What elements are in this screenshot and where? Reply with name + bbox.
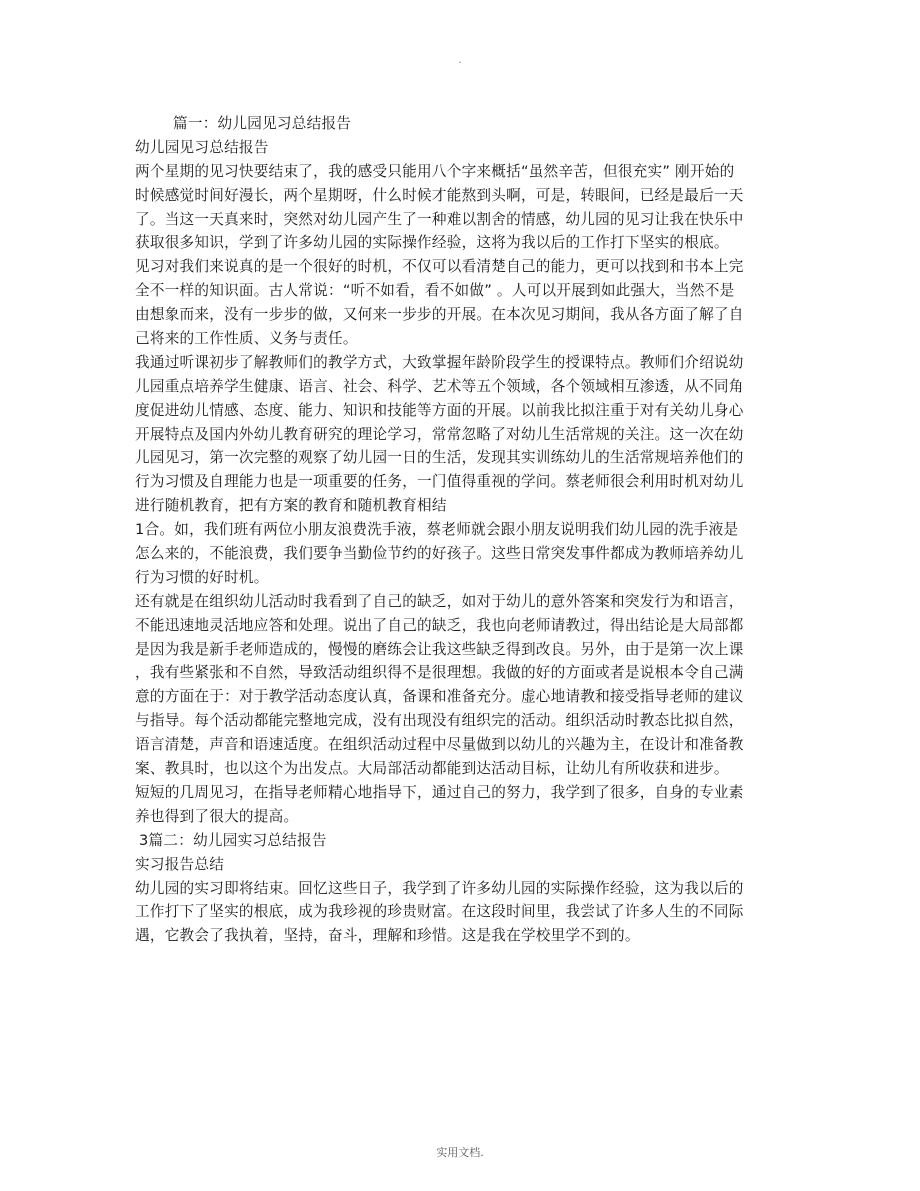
- text-line: 获取很多知识，学到了许多幼儿园的实际操作经验，这将为我以后的工作打下坚实的根底。: [135, 234, 729, 252]
- text-line: 工作打下了坚实的根底，成为我珍视的珍贵财富。在这段时间里，我尝试了许多人生的不同际: [135, 903, 744, 921]
- document-body: [135, 112, 785, 948]
- text-line: 由想象而来，没有一步步的做，又何来一步步的开展。在本次见习期间，我从各方面了解了自: [135, 306, 744, 324]
- footer-text: 实用文档.: [436, 1146, 484, 1159]
- text-line: 进行随机教育，把有方案的教育和随机教育相结: [135, 497, 447, 515]
- text-line: 遇，它教会了我执着，坚持，奋斗，理解和珍惜。这是我在学校里学不到的。: [135, 927, 640, 945]
- text-line: 语言清楚，声音和语速适度。在组织活动过程中尽量做到以幼儿的兴趣为主，在设计和准备教: [135, 736, 744, 754]
- section-title: 3篇二：幼儿园实习总结报告: [139, 831, 327, 849]
- header-mark: .: [458, 55, 462, 66]
- text-line: 案、教具时，也以这个为出发点。大局部活动都能到达活动目标，让幼儿有所收获和进步。: [135, 760, 729, 778]
- text-line: 与指导。每个活动都能完整地完成，没有出现没有组织完的活动。组织活动时教态比拟自然，: [135, 712, 744, 730]
- text-line: 行为习惯的好时机。: [135, 568, 269, 586]
- text-line: 开展特点及国内外幼儿教育研究的理论学习，常常忽略了对幼儿生活常规的关注。这一次在幼: [135, 425, 744, 443]
- text-line: ，我有些紧张和不自然，导致活动组织得不是很理想。我做的好的方面或者是说根本令自己满: [135, 664, 744, 682]
- text-line: 短短的几周见习，在指导老师精心地指导下，通过自己的努力，我学到了很多，自身的专业素: [135, 783, 744, 801]
- text-line: 两个星期的见习快要结束了，我的感受只能用八个字来概括“虽然辛苦，但很充实” 刚开始的: [135, 162, 735, 180]
- text-line: 行为习惯及自理能力也是一项重要的任务，一门值得重视的学问。蔡老师很会利用时机对幼儿: [135, 473, 744, 491]
- text-line: 养也得到了很大的提高。: [135, 807, 299, 825]
- text-line: 时候感觉时间好漫长，两个星期呀，什么时候才能熬到头啊，可是，转眼间，已经是最后一天: [135, 186, 744, 204]
- text-line: 儿园见习，第一次完整的观察了幼儿园一日的生活，发现其实训练幼儿的生活常规培养他们的: [135, 449, 744, 467]
- text-line: 度促进幼儿情感、态度、能力、知识和技能等方面的开展。以前我比拟注重于对有关幼儿身心: [135, 401, 744, 419]
- text-line: 全不一样的知识面。古人常说：“听不如看，看不如做” 。人可以开展到如此强大，当然不是: [135, 282, 735, 300]
- text-line: 了。当这一天真来时，突然对幼儿园产生了一种难以割舍的情感，幼儿园的见习让我在快乐中: [135, 210, 744, 228]
- text-line: 己将来的工作性质、义务与责任。: [135, 330, 358, 348]
- text-line: 是因为我是新手老师造成的，慢慢的磨练会让我这些缺乏得到改良。另外，由于是第一次上课: [135, 640, 744, 658]
- section-title: 篇一：幼儿园见习总结报告: [173, 115, 352, 132]
- text-line: 幼儿园的实习即将结束。回忆这些日子，我学到了许多幼儿园的实际操作经验，这为我以后的: [135, 879, 744, 897]
- text-line: 见习对我们来说真的是一个很好的时机，不仅可以看清楚自己的能力，更可以找到和书本上完: [135, 258, 744, 276]
- text-line: 1合。如，我们班有两位小朋友浪费洗手液，蔡老师就会跟小朋友说明我们幼儿园的洗手液是: [135, 521, 739, 539]
- text-line: 意的方面在于：对于教学活动态度认真，备课和准备充分。虚心地请教和接受指导老师的建议: [135, 688, 744, 706]
- text-line: 不能迅速地灵活地应答和处理。说出了自己的缺乏，我也向老师请教过，得出结论是大局部都: [135, 616, 744, 634]
- section-subtitle: 实习报告总结: [135, 855, 225, 873]
- text-line: 我通过听课初步了解教师们的教学方式，大致掌握年龄阶段学生的授课特点。教师们介绍说幼: [135, 353, 744, 371]
- text-line: 儿园重点培养学生健康、语言、社会、科学、艺术等五个领域，各个领域相互渗透，从不同角: [135, 377, 744, 395]
- text-line: 还有就是在组织幼儿活动时我看到了自己的缺乏，如对于幼儿的意外答案和突发行为和语言，: [135, 592, 744, 610]
- section-subtitle: 幼儿园见习总结报告: [135, 138, 269, 156]
- text-line: 怎么来的，不能浪费，我们要争当勤俭节约的好孩子。这些日常突发事件都成为教师培养幼儿: [135, 545, 744, 563]
